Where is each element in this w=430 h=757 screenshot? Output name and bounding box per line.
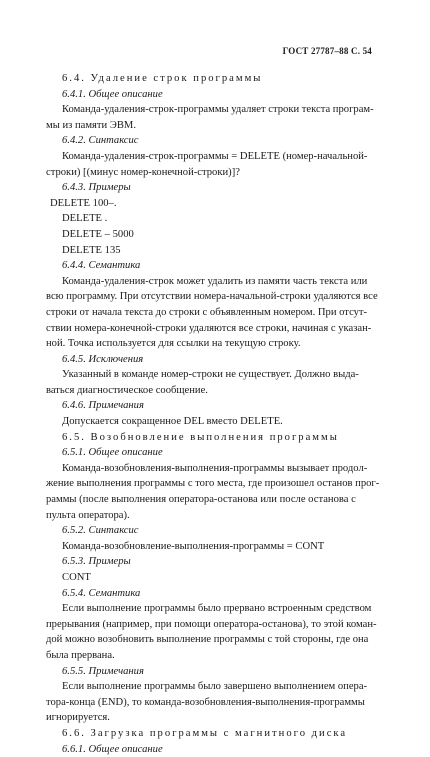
section-number: 6.6. — [62, 727, 86, 739]
text-line: дой можно возобновить выполнение программы с той стороны, где она — [46, 634, 369, 646]
section-number: 6.5.2. — [62, 525, 86, 537]
section-heading: Семантика — [88, 260, 141, 272]
text-line: Команда-удаления-строк-программы удаляет строки текста програм- — [62, 104, 374, 116]
section-number: 6.4.5. — [62, 353, 86, 365]
section-number: 6.5.4. — [62, 587, 86, 599]
text-line: строки) [(минус номер-конечной-строки)]? — [46, 166, 240, 178]
section-number: 6.5.5. — [62, 665, 86, 677]
section-heading: Примеры — [88, 556, 131, 568]
section-number: 6.4.2. — [62, 135, 86, 147]
section-heading: Общее описание — [88, 447, 163, 459]
text-line: была прервана. — [46, 649, 115, 661]
text-line — [46, 258, 396, 274]
text-line: CONT — [62, 572, 91, 583]
section-number: 6.5.3. — [62, 556, 86, 568]
text-line — [46, 554, 396, 570]
text-line: прерывания (например, при помощи оператора-останова), то этой коман- — [46, 618, 377, 630]
text-line: тора-конца (END), то команда-возобновления-выполнения-программы — [46, 696, 365, 708]
text-line: ваться диагностическое сообщение. — [46, 384, 208, 396]
section-heading: Загрузка программы с магнитного диска — [90, 727, 348, 739]
text-line — [46, 352, 396, 368]
section-number: 6.4.4. — [62, 260, 86, 272]
text-line: Указанный в команде номер-строки не существует. Должно выда- — [62, 369, 359, 381]
text-line: Допускается сокращенное DEL вместо DELETE. — [62, 416, 283, 428]
section-number: 6.5. — [62, 431, 86, 443]
text-line: строки от начала текста до строки с объявленным номером. При отсут- — [46, 306, 368, 318]
text-line: DELETE – 5000 — [62, 228, 134, 240]
section-number: 6.6.1. — [62, 743, 86, 755]
section-heading: Общее описание — [88, 743, 163, 755]
section-heading: Синтаксис — [88, 135, 139, 147]
section-heading: Примеры — [88, 182, 131, 194]
document-body — [46, 71, 396, 757]
text-line: Если выполнение программы было завершено выполнением опера- — [62, 681, 368, 693]
section-heading: Возобновление выполнения программы — [90, 431, 339, 443]
section-number: 6.4.6. — [62, 400, 86, 412]
section-heading: Удаление строк программы — [90, 73, 263, 84]
text-line: Команда-удаления-строк-программы = DELETE (номер-начальной- — [62, 150, 368, 162]
text-line — [46, 742, 396, 757]
text-line — [46, 71, 396, 87]
text-line: игнорируется. — [46, 712, 110, 724]
section-heading: Синтаксис — [88, 525, 139, 537]
text-line: DELETE . — [62, 213, 108, 225]
text-line: раммы (после выполнения оператора-останова или после останова с — [46, 494, 356, 506]
text-line: Если выполнение программы было прервано встроенным средством — [62, 603, 372, 615]
text-line — [46, 398, 396, 414]
text-line — [46, 180, 396, 196]
section-number: 6.5.1. — [62, 447, 86, 459]
text-line: Команда-удаления-строк может удалить из памяти часть текста или — [62, 275, 368, 287]
text-line: пульта оператора). — [46, 509, 130, 521]
text-line: DELETE 100–. — [50, 197, 117, 209]
running-header: ГОСТ 27787–88 С. 54 — [282, 46, 372, 56]
section-number: 6.4.3. — [62, 182, 86, 194]
section-heading: Примечания — [88, 665, 144, 677]
text-line — [46, 445, 396, 461]
text-line — [46, 87, 396, 103]
section-heading: Семантика — [88, 587, 141, 599]
text-line — [46, 133, 396, 149]
text-line: всю программу. При отсутствии номера-начальной-строки удаляются все — [46, 291, 378, 303]
text-line — [46, 430, 396, 446]
text-line: Команда-возобновление-выполнения-программы = CONT — [62, 540, 325, 552]
text-line: Команда-возобновления-выполнения-программы вызывает продол- — [62, 462, 368, 474]
section-heading: Примечания — [88, 400, 144, 412]
text-line — [46, 726, 396, 742]
text-line: мы из памяти ЭВМ. — [46, 119, 136, 131]
section-heading: Исключения — [88, 353, 144, 365]
text-line — [46, 664, 396, 680]
text-line — [46, 523, 396, 539]
section-number: 6.4. — [62, 73, 86, 84]
text-line: DELETE 135 — [62, 244, 121, 256]
text-line: ствии номера-конечной-строки удаляются все строки, начиная с указан- — [46, 322, 372, 334]
section-number: 6.4.1. — [62, 88, 86, 100]
text-line: жение выполнения программы с того места, где произошел останов прог- — [46, 478, 380, 490]
section-heading: Общее описание — [88, 88, 163, 100]
text-line — [46, 586, 396, 602]
text-line: ной. Точка используется для ссылки на текущую строку. — [46, 338, 301, 350]
